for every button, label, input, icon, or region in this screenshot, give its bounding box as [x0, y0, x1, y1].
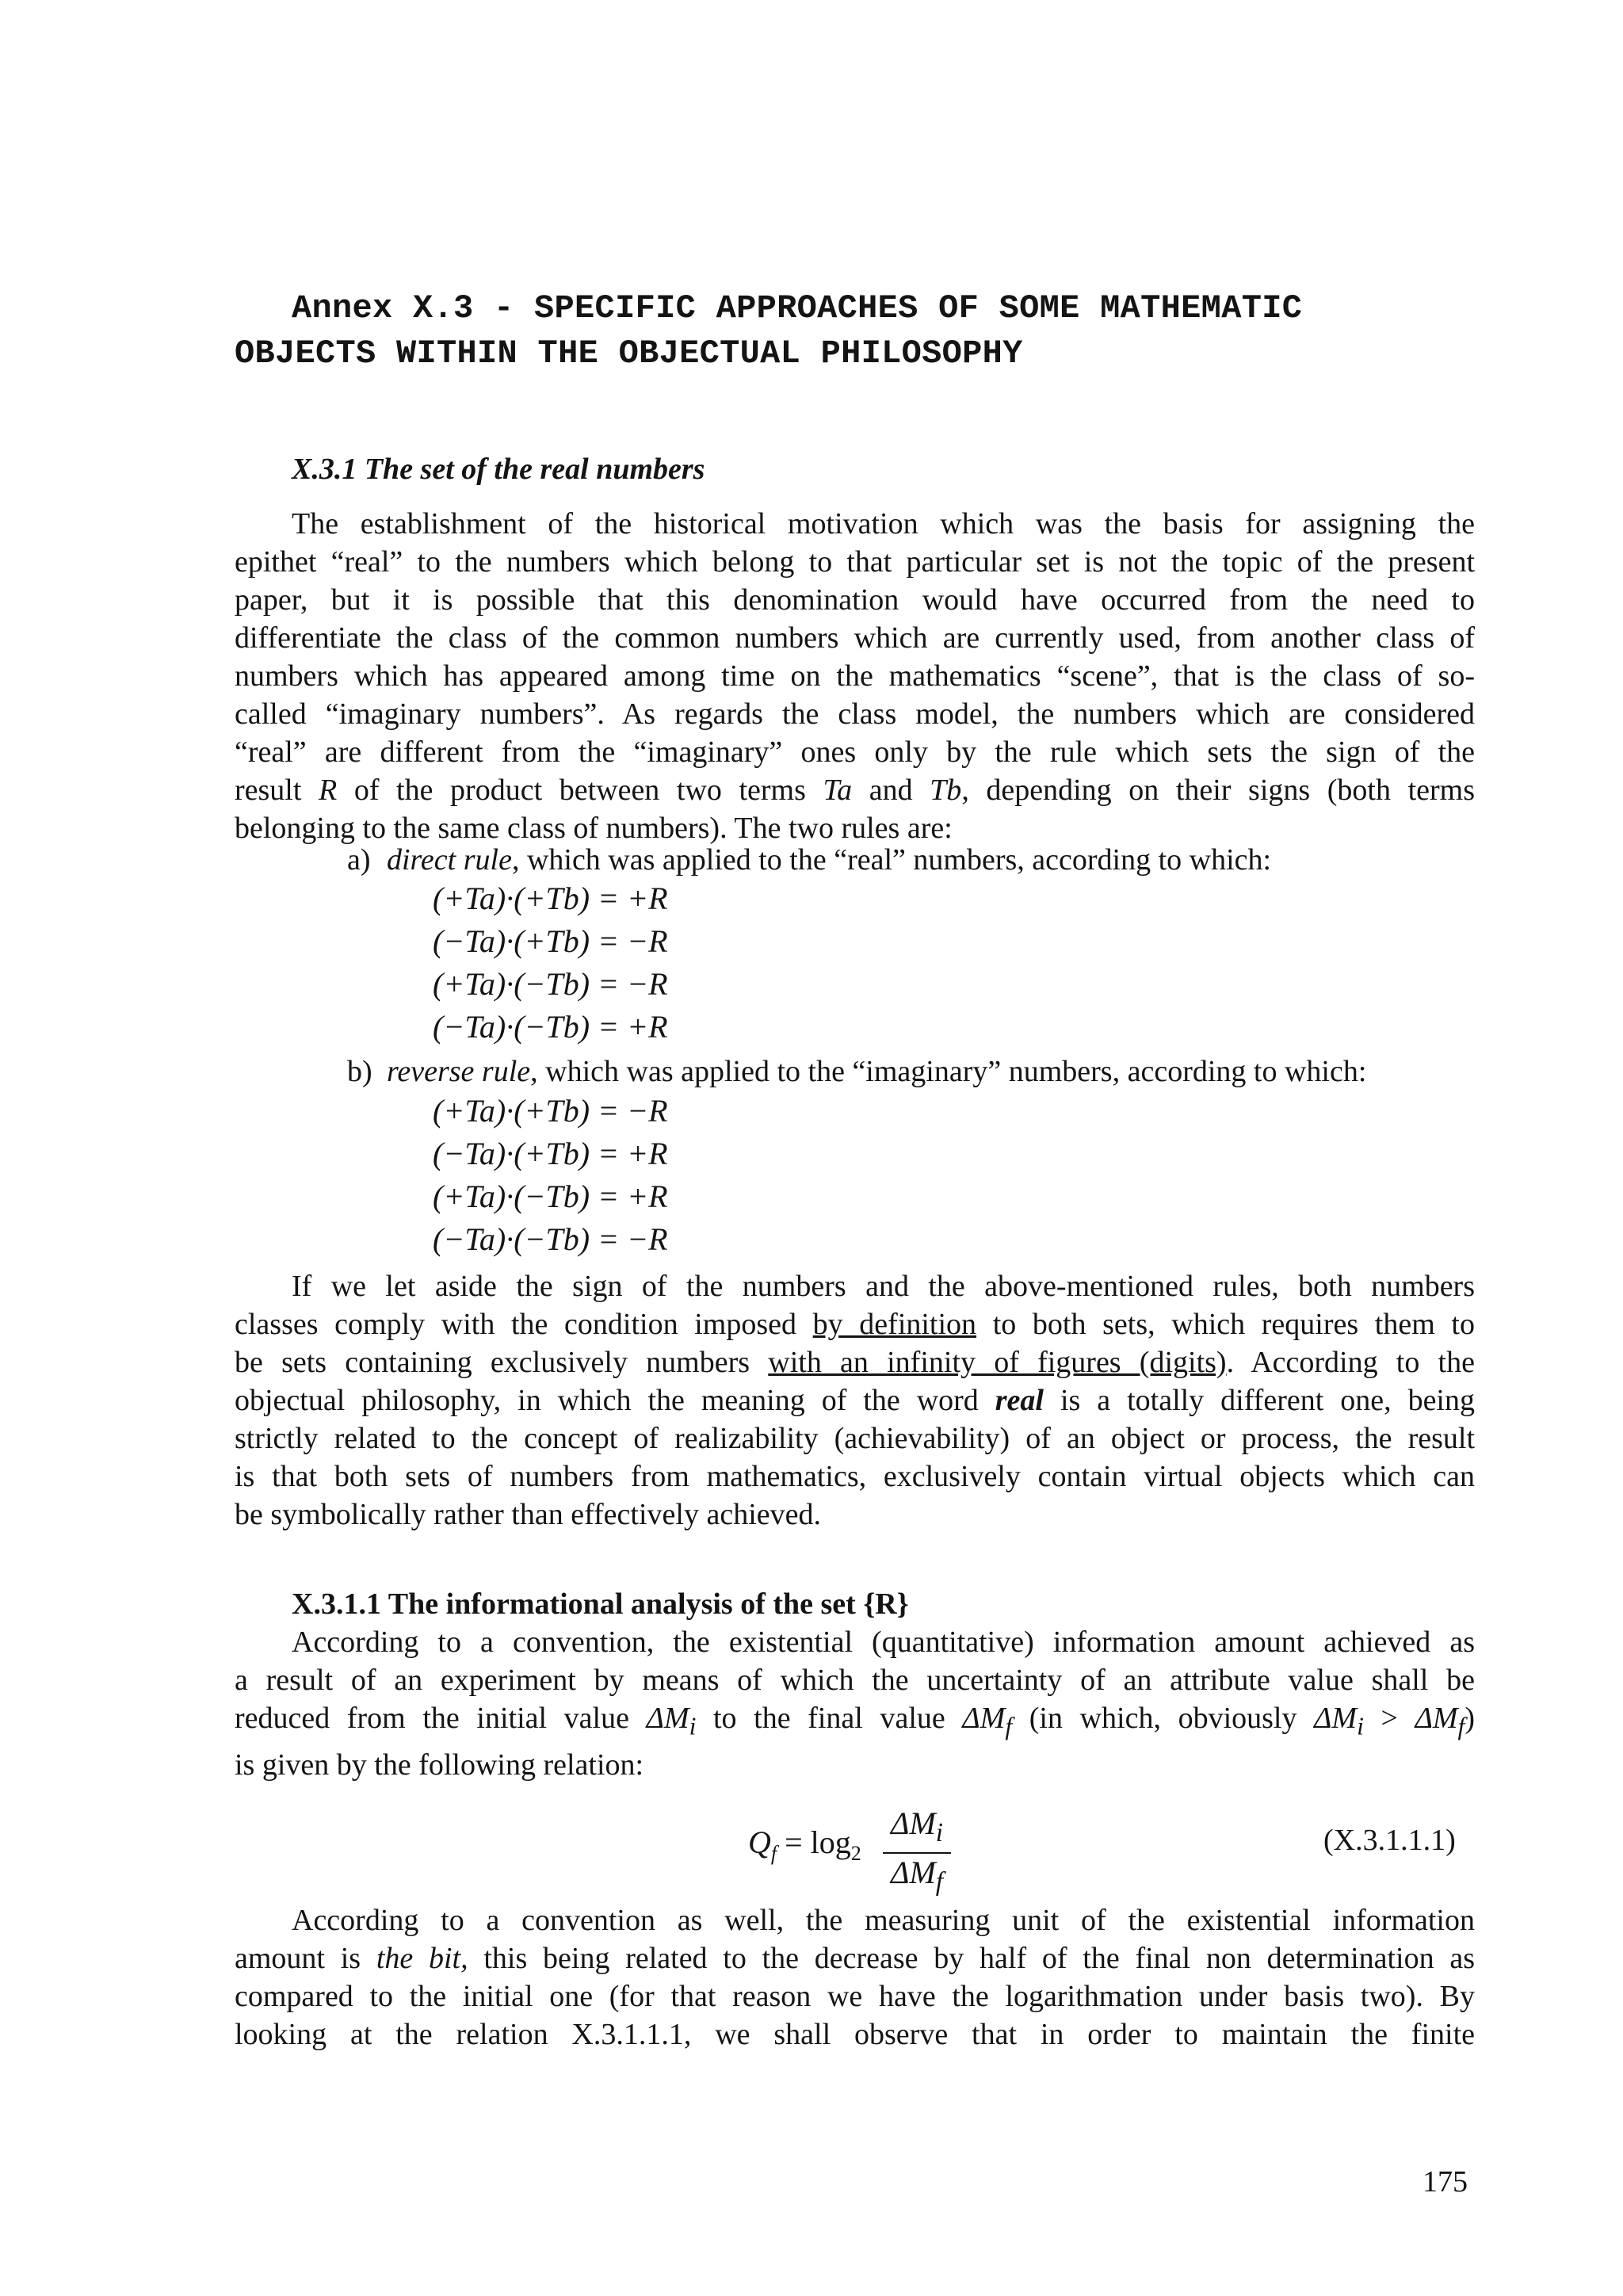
formula-lhs: $Q_f = \log_2$: [748, 1824, 861, 1865]
subsection-paragraph-1: [235, 1623, 1475, 1784]
section-paragraph-1: [235, 505, 1475, 847]
text-line: differentiate the class of the common numbers which are currently used, from another class of: [235, 621, 1475, 655]
text-line: looking at the relation X.3.1.1.1, we shall observe that in order to maintain the finite: [235, 2018, 1475, 2051]
text-line: be symbolically rather than effectively achieved.: [235, 1498, 821, 1531]
text-line: is given by the following relation:: [235, 1748, 644, 1782]
rule-b-name: reverse rule: [387, 1055, 531, 1088]
equation: (−Ta)·(+Tb) = +R: [433, 1136, 668, 1171]
page-number: 175: [1423, 2165, 1468, 2199]
section-title: X.3.1 The set of the real numbers: [292, 453, 705, 486]
equation: (−Ta)·(−Tb) = +R: [433, 1009, 668, 1045]
text-line: epithet “real” to the numbers which belong to that particular set is not the topic of the present: [235, 545, 1475, 579]
text-line: belonging to the same class of numbers). The two rules are:: [235, 812, 953, 845]
rule-a-name: direct rule: [387, 843, 512, 877]
text-line: a result of an experiment by means of which the uncertainty of an attribute value shall be: [235, 1664, 1475, 1697]
equation: (−Ta)·(+Tb) = −R: [433, 923, 668, 959]
annex-title-line1: Annex X.3 - SPECIFIC APPROACHES OF SOME MATHEMATIC: [292, 289, 1303, 327]
text-line: “real” are different from the “imaginary” ones only by the rule which sets the sign of the: [235, 735, 1475, 769]
text-line: According to a convention as well, the measuring unit of the existential information: [292, 1904, 1475, 1937]
text-line: numbers which has appeared among time on the mathematics “scene”, that is the class of so-: [235, 659, 1475, 693]
equation-number: (X.3.1.1.1): [1323, 1824, 1456, 1857]
fraction-bar: [883, 1852, 951, 1854]
text-line: result R of the product between two terms Ta and Tb, depending on their signs (both terms: [235, 774, 1475, 807]
equation: (+Ta)·(−Tb) = +R: [433, 1179, 668, 1214]
subsection-title: X.3.1.1 The informational analysis of the set {R}: [292, 1587, 909, 1621]
text-line: If we let aside the sign of the numbers and the above-mentioned rules, both numbers: [292, 1270, 1475, 1303]
subsection-paragraph-2: [235, 1901, 1475, 2053]
text-line: paper, but it is possible that this denomination would have occurred from the need to: [235, 583, 1475, 617]
text-line: compared to the initial one (for that reason we have the logarithmation under basis two). By: [235, 1980, 1475, 2013]
text-line: is that both sets of numbers from mathematics, exclusively contain virtual objects which can: [235, 1460, 1475, 1493]
equation: (+Ta)·(+Tb) = +R: [433, 881, 668, 916]
equation: (+Ta)·(+Tb) = −R: [433, 1093, 668, 1129]
rule-a: a) direct rule, which was applied to the “real” numbers, according to which:: [347, 843, 1272, 877]
text-line: According to a convention, the existential (quantitative) information amount achieved as: [292, 1626, 1475, 1659]
equation: (+Ta)·(−Tb) = −R: [433, 966, 668, 1002]
formula-x3111: [748, 1805, 954, 1897]
annex-title-line2: OBJECTS WITHIN THE OBJECTUAL PHILOSOPHY: [235, 334, 1023, 372]
text-line: objectual philosophy, in which the meaning of the word real is a totally different one, being: [235, 1384, 1475, 1417]
annex-title: [235, 286, 1480, 376]
equation: (−Ta)·(−Tb) = −R: [433, 1221, 668, 1257]
text-line: classes comply with the condition imposed by definition to both sets, which requires them to: [235, 1308, 1475, 1341]
text-line: amount is the bit, this being related to the decrease by half of the final non determination as: [235, 1942, 1476, 1975]
text-line: reduced from the initial value $\Delta M_i$ to the final value $\Delta M_f$ (in which, obviously $\Delta M_i > \Delta M_f$): [235, 1702, 1475, 1740]
text-line: be sets containing exclusively numbers with an infinity of figures (digits). According to the: [235, 1346, 1475, 1379]
text-line: called “imaginary numbers”. As regards the class model, the numbers which are considered: [235, 697, 1475, 731]
text-line: strictly related to the concept of realizability (achievability) of an object or process, the result: [235, 1422, 1475, 1455]
rule-b: b) reverse rule, which was applied to the “imaginary” numbers, according to which:: [347, 1055, 1367, 1088]
text-line: The establishment of the historical motivation which was the basis for assigning the: [292, 507, 1475, 541]
section-paragraph-2: [235, 1267, 1475, 1534]
formula-fraction: $\Delta M_i$ $\Delta M_f$: [883, 1806, 951, 1900]
